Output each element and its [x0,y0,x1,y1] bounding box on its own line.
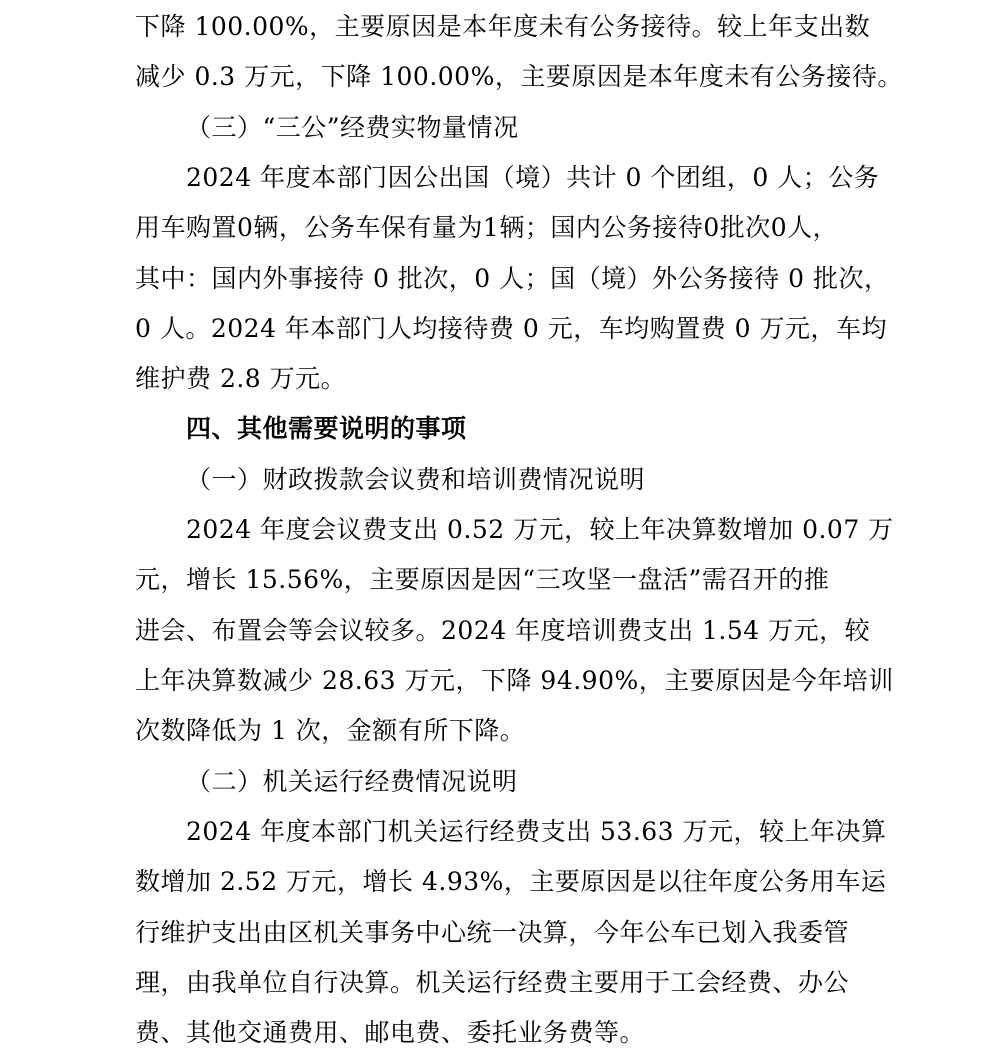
body-text-line: 用车购置0辆，公务车保有量为1辆；国内公务接待0批次0人， [135,213,839,242]
body-text-line: 2024 年度本部门机关运行经费支出 53.63 万元，较上年决算 [186,817,887,846]
body-text-line: 上年决算数减少 28.63 万元，下降 94.90%，主要原因是今年培训 [135,666,894,695]
body-text-line: 次数降低为 1 次，金额有所下降。 [135,716,526,745]
body-text-line: 数增加 2.52 万元，增长 4.93%，主要原因是以往年度公务用车运 [135,867,887,896]
body-text-line: 元，增长 15.56%，主要原因是因“三攻坚一盘活”需召开的推 [135,565,830,594]
body-text-line: 0 人。2024 年本部门人均接待费 0 元，车均购置费 0 万元，车均 [135,314,888,343]
body-text-line: 2024 年度本部门因公出国（境）共计 0 个团组，0 人；公务 [186,163,880,192]
subsection-heading: （一）财政拨款会议费和培训费情况说明 [186,465,646,494]
body-text-line: 下降 100.00%，主要原因是本年度未有公务接待。较上年支出数 [135,12,871,41]
body-text-line: 维护费 2.8 万元。 [135,364,347,393]
body-text-line: 行维护支出由区机关事务中心统一决算，今年公车已划入我委管 [135,918,850,947]
subsection-heading: （三）“三公”经费实物量情况 [186,113,519,142]
body-text-line: 减少 0.3 万元，下降 100.00%，主要原因是本年度未有公务接待。 [135,62,903,91]
body-text-line: 进会、布置会等会议较多。2024 年度培训费支出 1.54 万元，较 [135,616,871,645]
section-heading: 四、其他需要说明的事项 [186,414,467,443]
subsection-heading: （二）机关运行经费情况说明 [186,767,518,796]
body-text-line: 理，由我单位自行决算。机关运行经费主要用于工会经费、办公 [135,968,850,997]
body-text-line: 其中：国内外事接待 0 批次，0 人；国（境）外公务接待 0 批次， [135,264,890,293]
body-text-line: 费、其他交通费用、邮电费、委托业务费等。 [135,1018,646,1047]
body-text-line: 2024 年度会议费支出 0.52 万元，较上年决算数增加 0.07 万 [186,515,894,544]
